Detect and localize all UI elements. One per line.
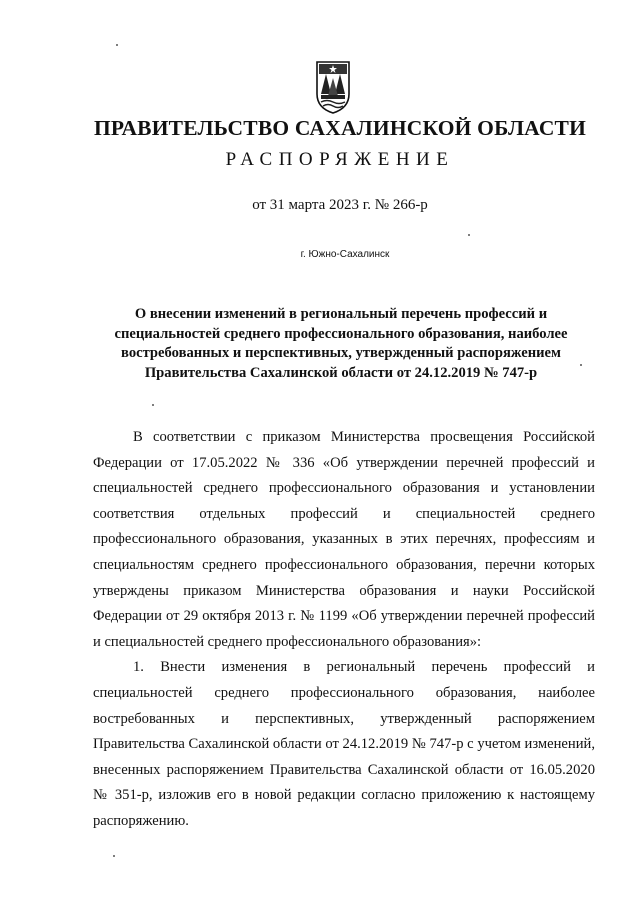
- scan-speck: [116, 44, 118, 46]
- scan-speck: [113, 855, 115, 857]
- government-title: ПРАВИТЕЛЬСТВО САХАЛИНСКОЙ ОБЛАСТИ: [93, 116, 587, 140]
- scan-speck: [152, 404, 154, 406]
- item-1-paragraph: 1. Внести изменения в региональный перечень профессий и специальностей среднего профессионального образования, наиболее востребованных и перспективных, утвержденный распоряжением Правительства Сахалинской области от 24.12.2019 № 747-р с учетом изменений, внесенных распоряжением Правительства Сахалинской области от 16.05.2020 № 351-р, изложив его в новой редакции согласно приложению к настоящему распоряжению.: [93, 659, 595, 829]
- scan-speck: [580, 364, 582, 366]
- document-type: РАСПОРЯЖЕНИЕ: [225, 149, 455, 170]
- sakhalin-coat-of-arms-icon: [315, 60, 351, 114]
- scan-speck: [468, 234, 470, 236]
- document-body: [93, 425, 595, 835]
- document-city: г. Южно-Сахалинск: [300, 249, 390, 260]
- preamble-paragraph: В соответствии с приказом Министерства просвещения Российской Федерации от 17.05.2022 № 336 «Об утверждении перечней профессий и специальностей среднего профессионального образования и установлении соответствия отдельных профессий и специальностей среднего профессионального образования, указанных в этих перечнях, профессиям и специальностям среднего профессионального образования, перечни которых утверждены приказом Министерства образования и науки Российской Федерации от 29 октября 2013 г. № 1199 «Об утверждении перечней профессий и специальностей среднего профессионального образования»:: [93, 429, 595, 650]
- document-date-number: от 31 марта 2023 г. № 266-р: [252, 197, 428, 213]
- document-subject: О внесении изменений в региональный перечень профессий и специальностей среднего профессионального образования, наиболее востребованных и перспективных, утвержденный распоряжением Правительства Сахалинской области от 24.12.2019 № 747-р: [114, 306, 568, 381]
